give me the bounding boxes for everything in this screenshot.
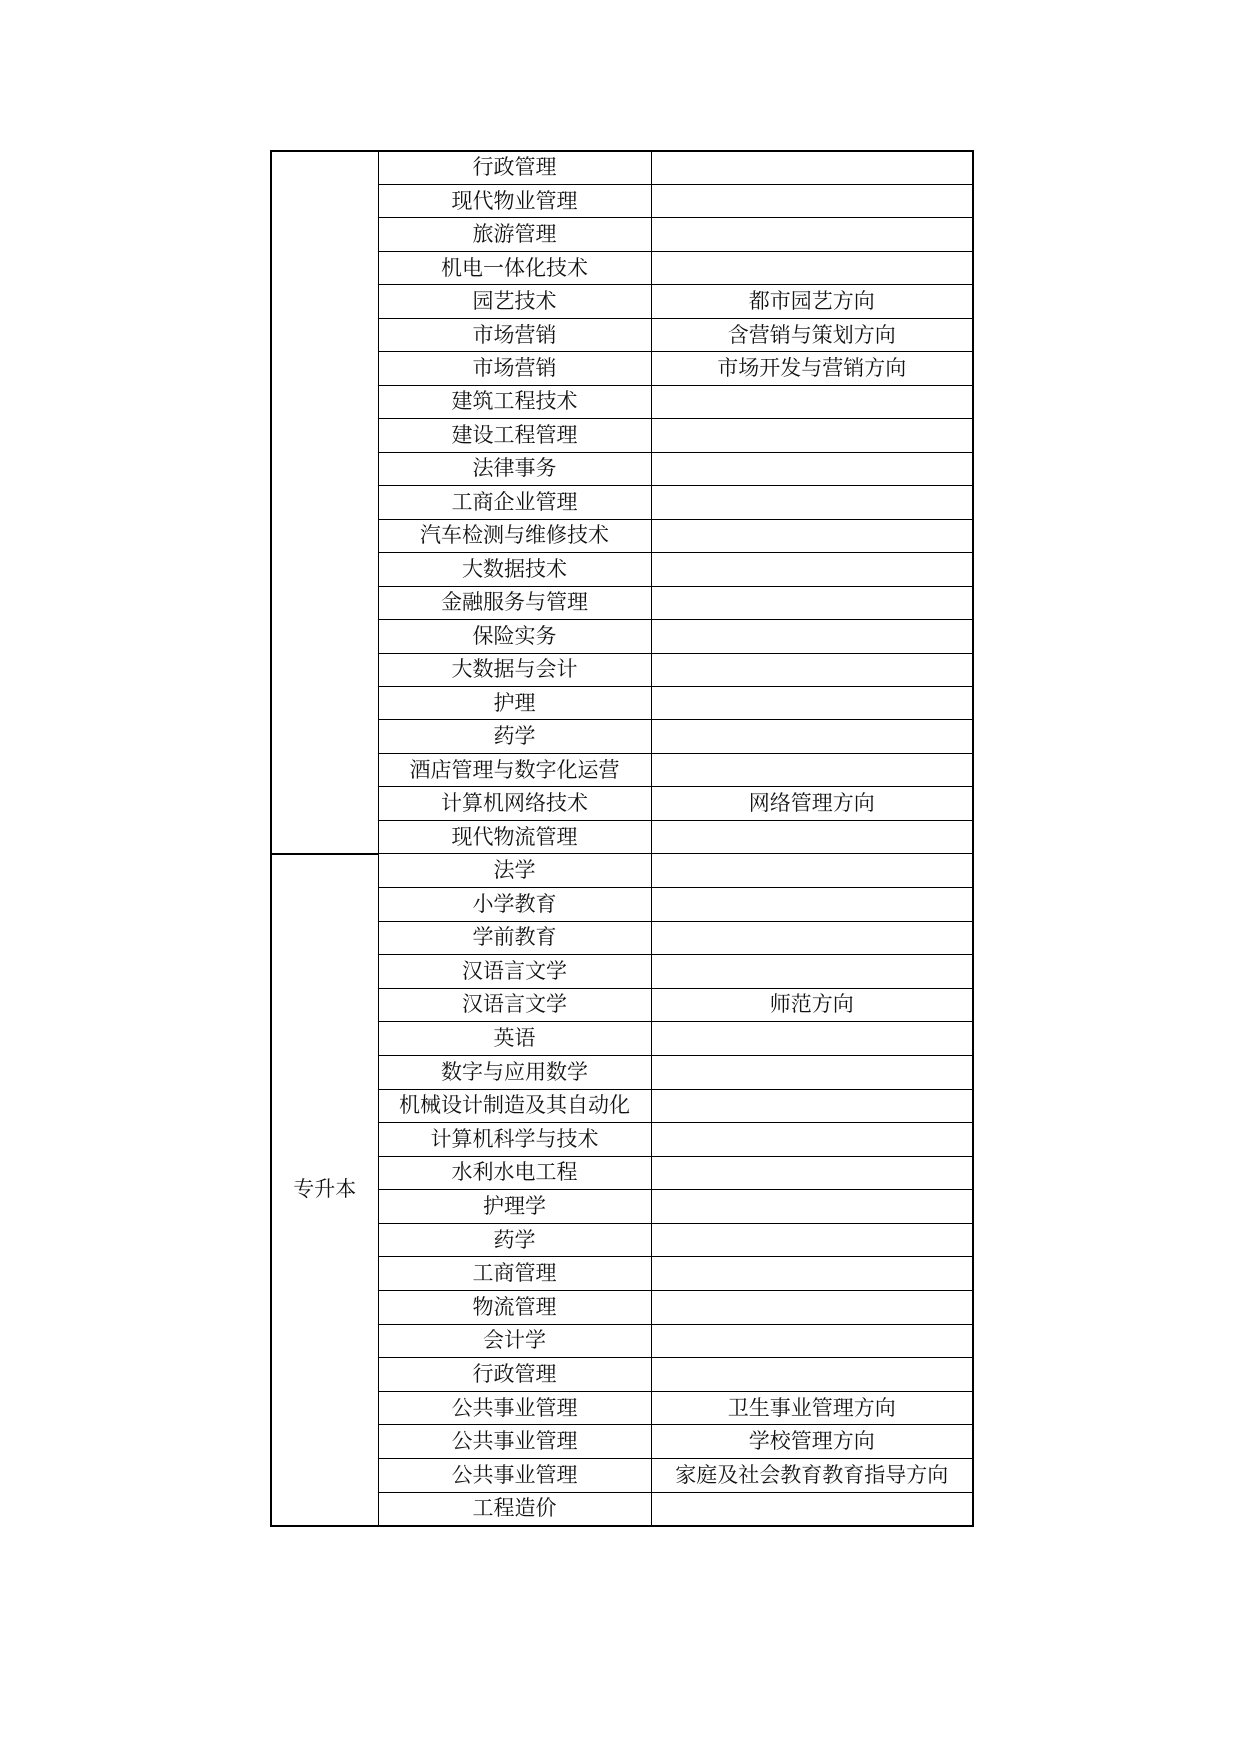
direction-cell: [651, 1223, 973, 1257]
direction-cell: [651, 1022, 973, 1056]
major-cell: 机电一体化技术: [378, 251, 651, 284]
direction-cell: 卫生事业管理方向: [651, 1391, 973, 1425]
major-cell: 大数据与会计: [378, 653, 651, 686]
direction-cell: [651, 1089, 973, 1123]
table-row: [271, 854, 973, 888]
direction-cell: [651, 720, 973, 753]
major-cell: 机械设计制造及其自动化: [378, 1089, 651, 1123]
direction-cell: [651, 251, 973, 284]
major-cell: 数字与应用数学: [378, 1055, 651, 1089]
direction-cell: 都市园艺方向: [651, 285, 973, 318]
direction-cell: [651, 452, 973, 485]
direction-cell: 家庭及社会教育教育指导方向: [651, 1459, 973, 1493]
major-cell: 英语: [378, 1022, 651, 1056]
direction-cell: [651, 385, 973, 418]
direction-cell: [651, 687, 973, 720]
major-cell: 汽车检测与维修技术: [378, 519, 651, 552]
direction-cell: [651, 653, 973, 686]
major-cell: 汉语言文学: [378, 955, 651, 989]
direction-cell: [651, 519, 973, 552]
major-cell: 保险实务: [378, 620, 651, 653]
direction-cell: [651, 887, 973, 921]
direction-cell: [651, 620, 973, 653]
major-cell: 会计学: [378, 1324, 651, 1358]
major-cell: 市场营销: [378, 352, 651, 385]
direction-cell: 市场开发与营销方向: [651, 352, 973, 385]
major-cell: 汉语言文学: [378, 988, 651, 1022]
major-cell: 现代物业管理: [378, 184, 651, 217]
major-cell: 工商企业管理: [378, 486, 651, 519]
programs-table: [270, 150, 974, 1527]
major-cell: 建筑工程技术: [378, 385, 651, 418]
direction-cell: [651, 1324, 973, 1358]
direction-cell: 含营销与策划方向: [651, 318, 973, 351]
category-cell: 专升本: [271, 854, 378, 1526]
direction-cell: [651, 1492, 973, 1526]
direction-cell: [651, 1190, 973, 1224]
major-cell: 公共事业管理: [378, 1391, 651, 1425]
major-cell: 法学: [378, 854, 651, 888]
direction-cell: [651, 955, 973, 989]
major-cell: 学前教育: [378, 921, 651, 955]
major-cell: 市场营销: [378, 318, 651, 351]
major-cell: 水利水电工程: [378, 1156, 651, 1190]
major-cell: 行政管理: [378, 151, 651, 184]
major-cell: 法律事务: [378, 452, 651, 485]
major-cell: 酒店管理与数字化运营: [378, 753, 651, 786]
category-cell: [271, 151, 378, 854]
direction-cell: [651, 419, 973, 452]
direction-cell: [651, 586, 973, 619]
major-cell: 计算机科学与技术: [378, 1123, 651, 1157]
direction-cell: [651, 1123, 973, 1157]
major-cell: 金融服务与管理: [378, 586, 651, 619]
major-cell: 物流管理: [378, 1291, 651, 1325]
major-cell: 工商管理: [378, 1257, 651, 1291]
direction-cell: 师范方向: [651, 988, 973, 1022]
direction-cell: [651, 1291, 973, 1325]
major-cell: 护理学: [378, 1190, 651, 1224]
direction-cell: [651, 820, 973, 853]
major-cell: 药学: [378, 1223, 651, 1257]
direction-cell: 学校管理方向: [651, 1425, 973, 1459]
direction-cell: [651, 553, 973, 586]
major-cell: 小学教育: [378, 887, 651, 921]
table-row: [271, 151, 973, 184]
major-cell: 建设工程管理: [378, 419, 651, 452]
major-cell: 护理: [378, 687, 651, 720]
major-cell: 公共事业管理: [378, 1459, 651, 1493]
direction-cell: [651, 921, 973, 955]
major-cell: 园艺技术: [378, 285, 651, 318]
direction-cell: [651, 1156, 973, 1190]
direction-cell: [651, 486, 973, 519]
major-cell: 大数据技术: [378, 553, 651, 586]
direction-cell: 网络管理方向: [651, 787, 973, 820]
direction-cell: [651, 151, 973, 184]
direction-cell: [651, 1055, 973, 1089]
direction-cell: [651, 184, 973, 217]
direction-cell: [651, 854, 973, 888]
major-cell: 公共事业管理: [378, 1425, 651, 1459]
major-cell: 旅游管理: [378, 218, 651, 251]
direction-cell: [651, 218, 973, 251]
major-cell: 计算机网络技术: [378, 787, 651, 820]
direction-cell: [651, 1257, 973, 1291]
major-cell: 现代物流管理: [378, 820, 651, 853]
direction-cell: [651, 1358, 973, 1392]
direction-cell: [651, 753, 973, 786]
major-cell: 工程造价: [378, 1492, 651, 1526]
major-cell: 行政管理: [378, 1358, 651, 1392]
major-cell: 药学: [378, 720, 651, 753]
programs-table-body: [271, 151, 973, 1526]
